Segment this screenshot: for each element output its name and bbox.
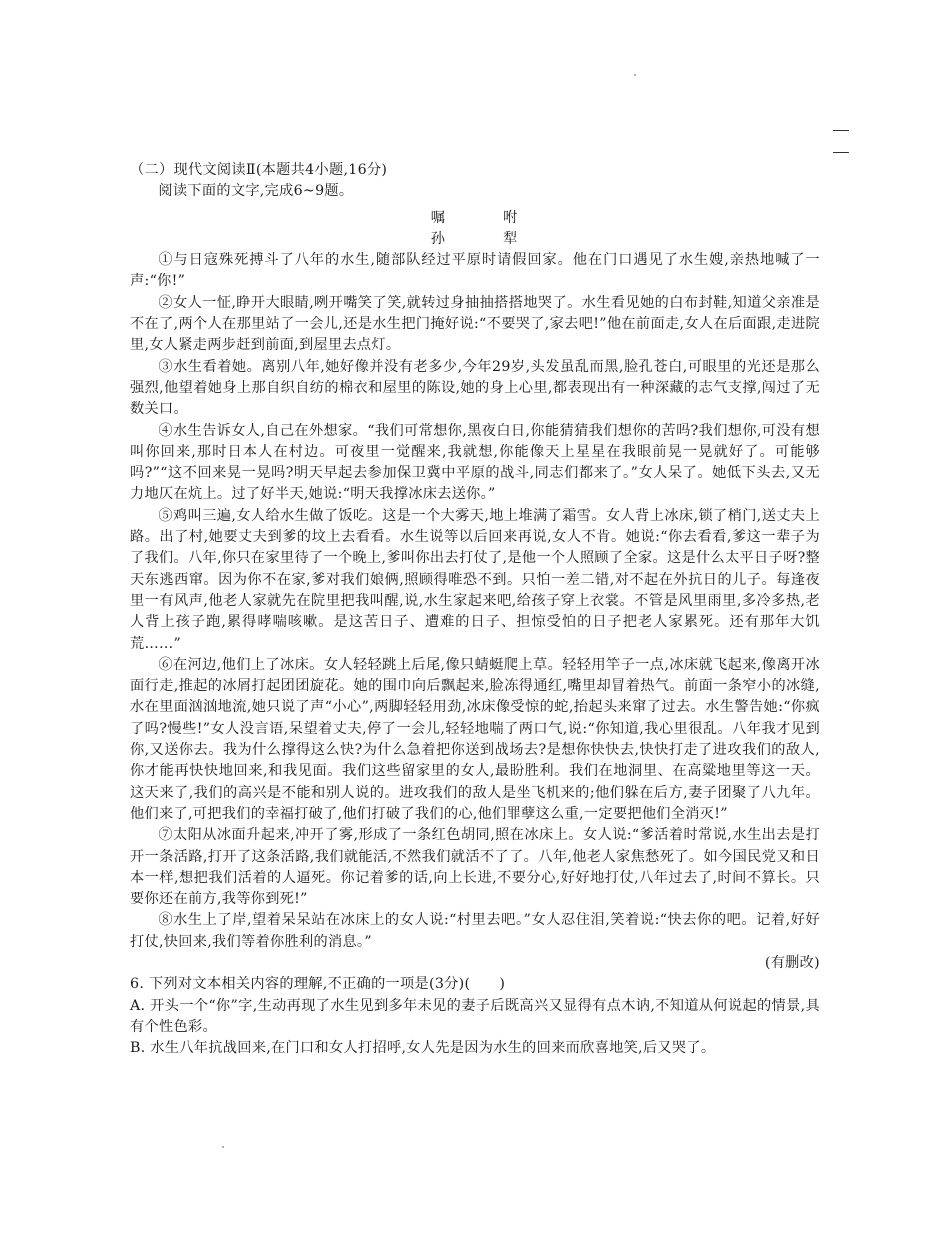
article-paragraph-4: ④水生告诉女人,自己在外想家。“我们可常想你,黑夜白日,你能猜猜我们想你的苦吗?我们想你,可没有想叫你回来,那时日本人在村边。可夜里一觉醒来,我就想,你能像天上星星在我眼前晃一晃就好了。可能够吗?”“这不回来晃一晃吗?明天早起去参加保卫冀中平原的战斗,同志们都来了。”女人呆了。她低下头去,又无力地仄在炕上。过了好半天,她说:“明天我撑冰床去送你。” (130, 422, 820, 503)
margin-dash-1 (833, 130, 849, 131)
scan-speck-top (634, 74, 636, 76)
article-paragraph-7: ⑦太阳从冰面升起来,冲开了雾,形成了一条红色胡同,照在冰床上。女人说:“爹活着时常说,水生出去是打开一条活路,打开了这条活路,我们就能活,不然我们就活不了了。八年,他老人家焦愁死了。如今国民党又和日本一样,想把我们活着的人逼死。你记着爹的话,向上长进,不要分心,好好地打仗,八年过去了,时间不算长。只要你还在前方,我等你到死!” (130, 827, 820, 908)
scan-speck-bottom (222, 1146, 224, 1148)
article-paragraph-3: ③水生看着她。离别八年,她好像并没有老多少,今年29岁,头发虽乱而黑,脸孔苍白,可眼里的光还是那么强烈,他望着她身上那自织自纺的棉衣和屋里的陈设,她的身上心里,都表现出有一种深藏的志气支撑,闯过了无数关口。 (130, 358, 820, 418)
question-6-option-b: B. 水生八年抗战回来,在门口和女人打招呼,女人先是因为水生的回来而欣喜地笑,后又哭了。 (130, 1040, 716, 1057)
section-heading: （二）现代文阅读Ⅱ(本题共4小题,16分) (130, 162, 388, 178)
article-paragraph-5: ⑤鸡叫三遍,女人给水生做了饭吃。这是一个大雾天,地上堆满了霜雪。女人背上冰床,锁了梢门,送丈夫上路。出了村,她要丈夫到爹的坟上去看看。水生说等以后回来再说,女人不肯。她说:“你去看看,爹这一辈子为了我们。八年,你只在家里待了一个晚上,爹叫你出去打仗了,是他一个人照顾了全家。这是什么太平日子呀?整天东逃西窜。因为你不在家,爹对我们娘俩,照顾得唯恐不到。只怕一差二错,对不起在外抗日的儿子。每逢夜里一有风声,他老人家就先在院里把我叫醒,说,水生家起来吧,给孩子穿上衣裳。不管是风里雨里,多冷多热,老人背上孩子跑,累得哮喘咳嗽。是这苦日子、遭难的日子、担惊受怕的日子把老人家累死。还有那年大饥荒……” (130, 507, 820, 652)
article-paragraph-2: ②女人一怔,睁开大眼睛,咧开嘴笑了笑,就转过身抽抽搭搭地哭了。水生看见她的白布封鞋,知道父亲准是不在了,两个人在那里站了一会儿,还是水生把门掩好说:“不要哭了,家去吧!”他在前面走,女人在后面跟,走进院里,女人紧走两步赶到前面,到屋里去点灯。 (130, 294, 820, 354)
article-paragraph-8: ⑧水生上了岸,望着呆呆站在冰床上的女人说:“村里去吧。”女人忍住泪,笑着说:“快去你的吧。记着,好好打仗,快回来,我们等着你胜利的消息。” (130, 912, 820, 950)
question-6-option-a: A. 开头一个“你”字,生动再现了水生见到多年未见的妻子后既高兴又显得有点木讷,不知道从何说起的情景,具有个性色彩。 (130, 997, 820, 1035)
article-paragraph-1: ①与日寇殊死搏斗了八年的水生,随部队经过平原时请假回家。他在门口遇见了水生嫂,亲热地喊了一声:“你!” (130, 252, 820, 290)
source-note: (有删改) (764, 954, 820, 971)
article-paragraph-6: ⑥在河边,他们上了冰床。女人轻轻跳上后尾,像只蜻蜓爬上草。轻轻用竿子一点,冰床就飞起来,像离开冰面行走,推起的冰屑打起团团旋花。她的围巾向后飘起来,脸冻得通红,嘴里却冒着热气。前面一条窄小的冰缝,水在里面汹汹地流,她只说了声“小心”,两脚轻轻用劲,冰床像受惊的蛇,抬起头来窜了过去。水生警告她:“你疯了吗?慢些!”女人没言语,呆望着丈夫,停了一会儿,轻轻地喘了两口气,说:“你知道,我心里很乱。八年我才见到你,又送你去。我为什么撑得这么快?为什么急着把你送到战场去?是想你快快去,快快打走了进攻我们的敌人,你才能再快快地回来,和我见面。我们这些留家里的女人,最盼胜利。我们在地洞里、在高粱地里等这一天。这天来了,我们的高兴是不能和别人说的。进攻我们的敌人是坐飞机来的;他们躲在后方,妻子团聚了八九年。他们来了,可把我们的幸福打破了,他们打破了我们的心,他们罪孽这么重,一定要把他们全消灭!” (130, 656, 820, 822)
margin-dash-2 (833, 152, 849, 153)
question-6-stem: 6. 下列对文本相关内容的理解,不正确的一项是(3分)( ) (130, 976, 506, 993)
article-author: 孙 犁 (430, 230, 540, 247)
exam-content (130, 160, 820, 1059)
article-title: 嘱 咐 (430, 209, 540, 226)
reading-instruction: 阅读下面的文字,完成6~9题。 (158, 183, 354, 200)
